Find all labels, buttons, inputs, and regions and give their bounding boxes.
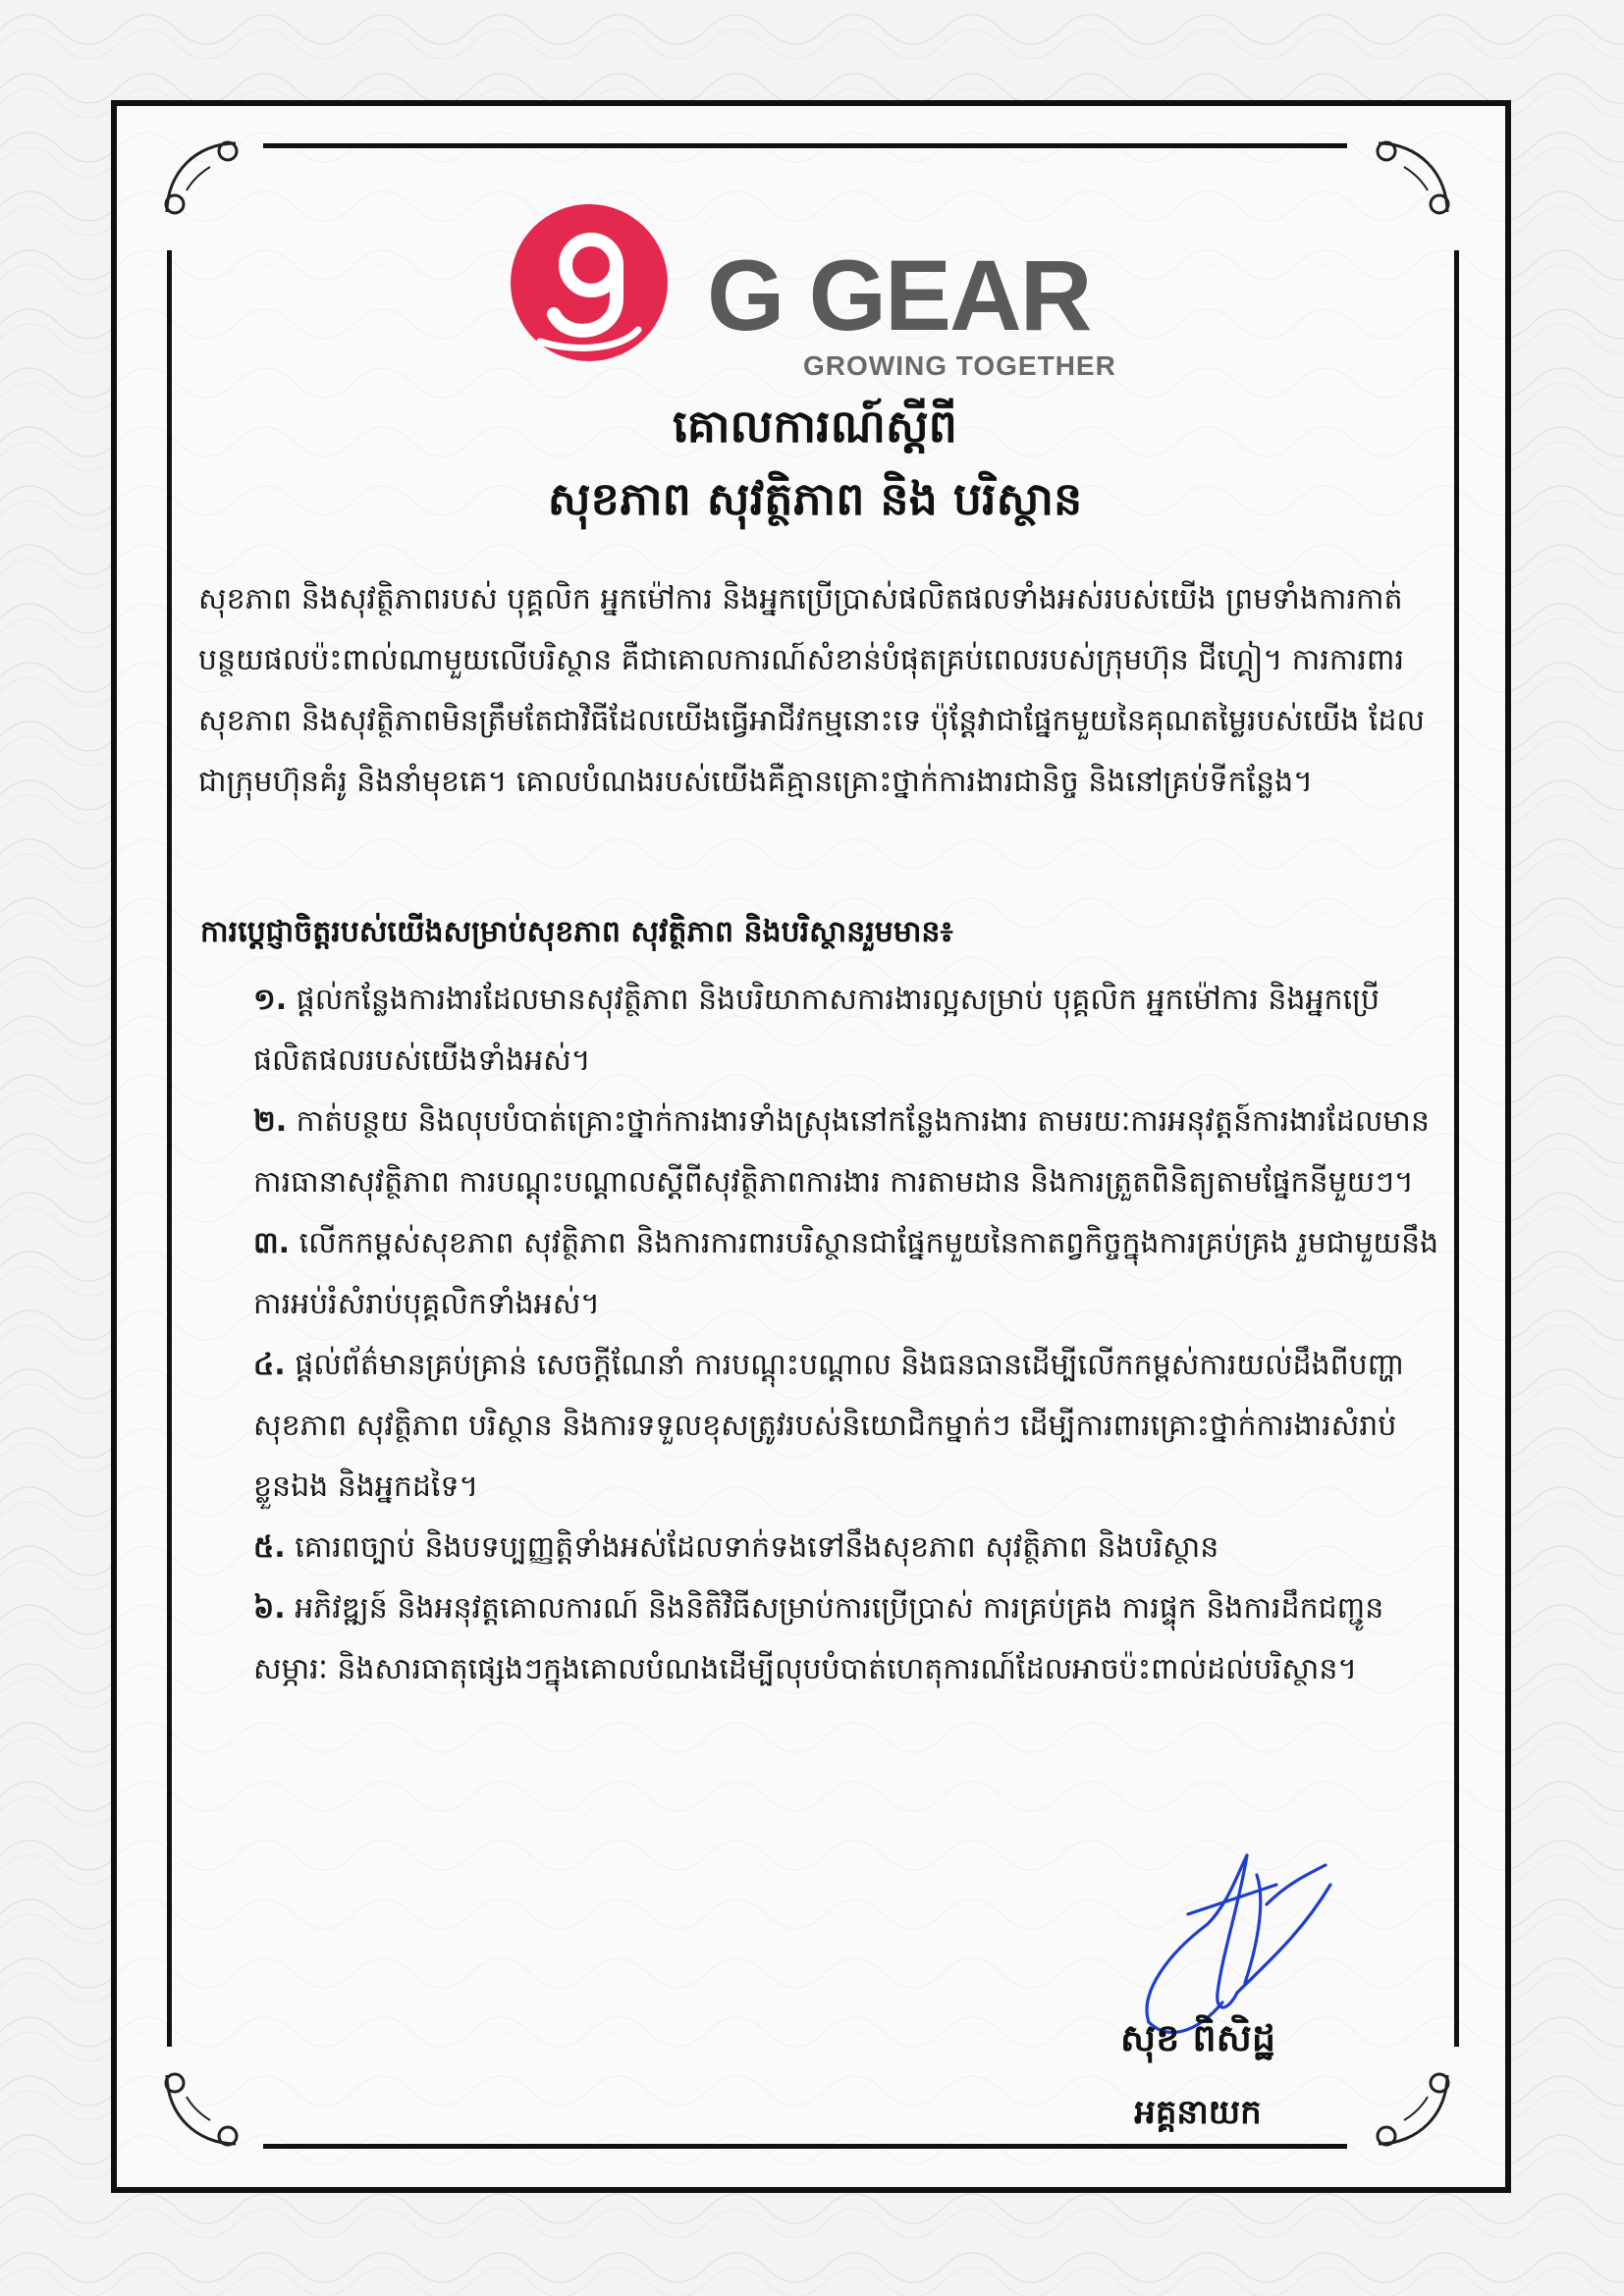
- list-item: ២. កាត់បន្ថយ និងលុបបំបាត់គ្រោះថ្នាក់ការងារទាំងស្រុងនៅកន្លែងការងារ តាមរយៈការអនុវត្តន៍ការងារដែលមានការធានាសុវត្ថិភាព ការបណ្តុះបណ្តាលស្តីពីសុវត្ថិភាពការងារ ការតាមដាន និងការត្រួតពិនិត្យតាមផ្នែកនីមួយៗ។: [253, 1104, 1430, 1200]
- g-logo-icon: [511, 204, 668, 361]
- document-title-line-2: សុខភាព សុវត្ថិភាព និង បរិស្ថាន: [547, 472, 1083, 525]
- right-inner-rule: [1454, 250, 1459, 2047]
- logo-wordmark: G GEAR: [707, 240, 1091, 351]
- corner-flourish-icon: [157, 2063, 247, 2154]
- signatory-name: សុខ ពិសិដ្ឋ: [1120, 2016, 1275, 2059]
- corner-flourish-icon: [157, 133, 247, 224]
- document-title-line-1: គោលការណ៍ស្តីពី: [673, 400, 957, 453]
- corner-flourish-icon: [1367, 2063, 1457, 2154]
- intro-paragraph: សុខភាព និងសុវត្ថិភាពរបស់ បុគ្គលិក អ្នកម៉ៅការ និងអ្នកប្រើប្រាស់ផលិតផលទាំងអស់របស់យើង ព្រមទាំងការកាត់បន្ថយផលប៉ះពាល់ណាមួយលើបរិស្ថាន គឺជាគោលការណ៍សំខាន់បំផុតគ្រប់ពេលរបស់ក្រុមហ៊ុន ជីហ្គៀ។ ការការពារសុខភាព និងសុវត្ថិភាពមិនត្រឹមតែជាវិធីដែលយើងធ្វើអាជីវកម្មនោះទេ ប៉ុន្តែវាជាផ្នែកមួយនៃគុណតម្លៃរបស់យើង ដែលជាក្រុមហ៊ុនគំរូ និងនាំមុខគេ។ គោលបំណងរបស់យើងគឺគ្មានគ្រោះថ្នាក់ការងារជានិច្ច និងនៅគ្រប់ទីកន្លែង។: [198, 582, 1425, 799]
- left-inner-rule: [167, 250, 172, 2047]
- logo-tagline: GROWING TOGETHER: [803, 350, 1116, 381]
- commitments-heading: ការប្តេជ្ញាចិត្តរបស់យើងសម្រាប់សុខភាព សុវត្ថិភាព និងបរិស្ថានរួមមាន៖: [200, 915, 953, 949]
- list-item: ៤. ផ្តល់ព័ត៌មានគ្រប់គ្រាន់ សេចក្តីណែនាំ ការបណ្តុះបណ្តាល និងធនធានដើម្បីលើកកម្ពស់ការយល់ដឹងពីបញ្ហាសុខភាព សុវត្ថិភាព បរិស្ថាន និងការទទួលខុសត្រូវរបស់និយោជិកម្នាក់ៗ ដើម្បីការពារគ្រោះថ្នាក់ការងារសំរាប់ខ្លួនឯង និងអ្នកដទៃ។: [253, 1348, 1405, 1504]
- list-item: ១. ផ្តល់កន្លែងការងារដែលមានសុវត្ថិភាព និងបរិយាកាសការងារល្អសម្រាប់ បុគ្គលិក អ្នកម៉ៅការ និងអ្នកប្រើផលិតផលរបស់យើងទាំងអស់។: [253, 983, 1380, 1078]
- list-item: ៣. លើកកម្ពស់សុខភាព សុវត្ថិភាព និងការការពារបរិស្ថានជាផ្នែកមួយនៃកាតព្វកិច្ចក្នុងការគ្រប់គ្រង រួមជាមួយនឹងការអប់រំសំរាប់បុគ្គលិកទាំងអស់។: [253, 1226, 1439, 1321]
- corner-flourish-icon: [1367, 133, 1457, 224]
- list-item: ៦. អភិវឌ្ឍន៍ និងអនុវត្តគោលការណ៍ និងនិតិវិធីសម្រាប់ការប្រើប្រាស់ ការគ្រប់គ្រង ការផ្ទុក និងការដឹកជញ្ជូនសម្ភារៈ និងសារធាតុផ្សេងៗក្នុងគោលបំណងដើម្បីលុបបំបាត់ហេតុការណ៍ដែលអាចប៉ះពាល់ដល់បរិស្ថាន។: [253, 1591, 1384, 1686]
- list-item: ៥. គោរពច្បាប់ និងបទប្បញ្ញត្តិទាំងអស់ដែលទាក់ទងទៅនឹងសុខភាព សុវត្ថិភាព និងបរិស្ថាន: [253, 1530, 1219, 1565]
- company-logo: [511, 204, 1119, 391]
- commitments-list: [253, 970, 1446, 1700]
- bottom-inner-rule: [263, 2144, 1347, 2149]
- top-inner-rule: [263, 143, 1347, 148]
- signatory-title: អគ្គនាយក: [1134, 2093, 1262, 2132]
